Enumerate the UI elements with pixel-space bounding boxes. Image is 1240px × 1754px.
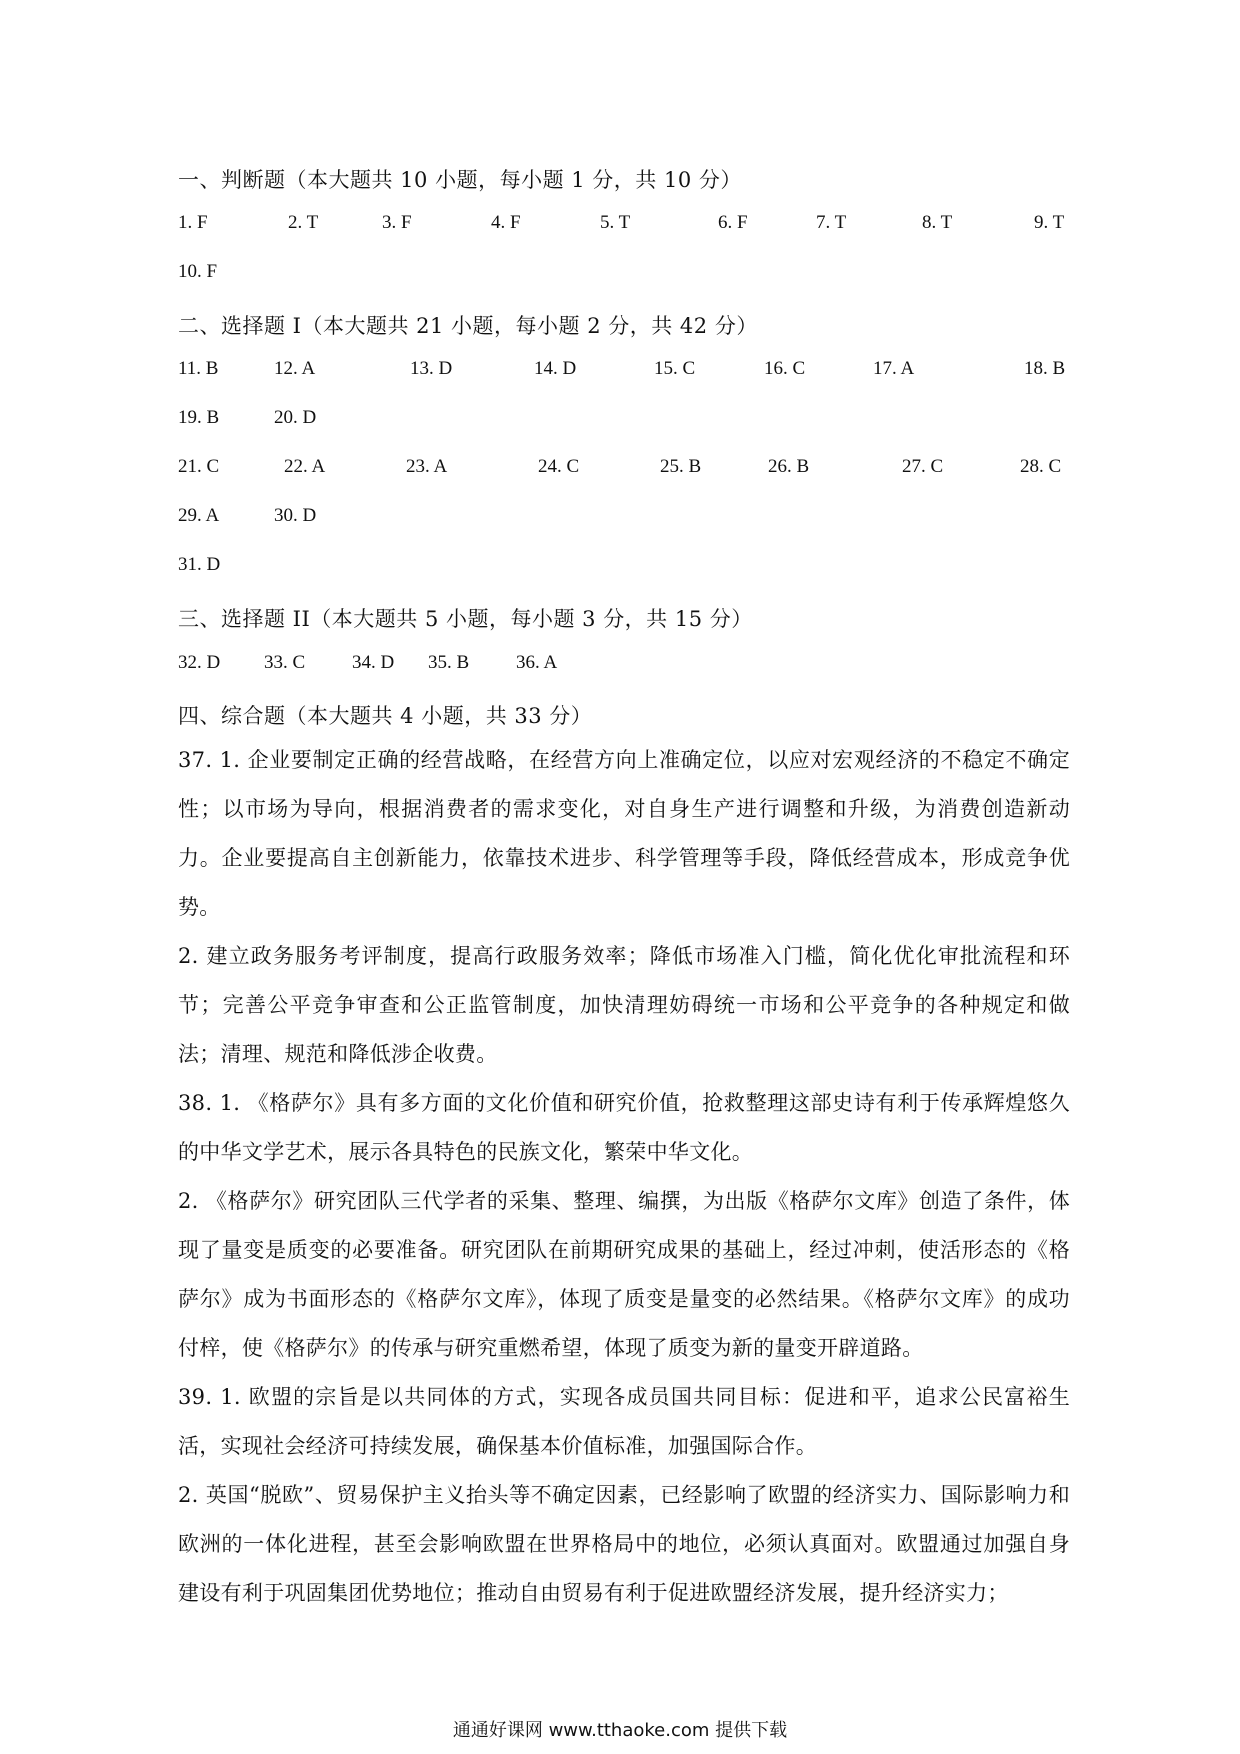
answer-4: 4. F [491,212,521,233]
answer-26: 26. B [768,456,810,477]
answer-38-part-2: 2. 《格萨尔》研究团队三代学者的采集、整理、编撰，为出版《格萨尔文库》创造了条件，体现了量变是质变的必要准备。研究团队在前期研究成果的基础上，经过冲刺，使活形态的《格萨尔》成为书面形态的《格萨尔文库》，体现了质变是量变的必然结果。《格萨尔文库》的成功付梓，使《格萨尔》的传承与研究重燃希望，体现了质变为新的量变开辟道路。 [178,1189,1070,1360]
section-4-heading: 四、综合题（本大题共 4 小题，共 33 分） [178,704,593,728]
answer-13: 13. D [410,358,453,379]
answer-7: 7. T [816,212,847,233]
answer-16: 16. C [764,358,806,379]
answer-31: 31. D [178,554,221,575]
answer-14: 14. D [534,358,577,379]
answer-35: 35. B [428,652,470,673]
section-1-heading: 一、判断题（本大题共 10 小题，每小题 1 分，共 10 分） [178,168,742,192]
answer-36: 36. A [516,652,558,673]
answer-8: 8. T [922,212,953,233]
answer-17: 17. A [873,358,915,379]
answer-3: 3. F [382,212,412,233]
section-3-heading: 三、选择题 II（本大题共 5 小题，每小题 3 分，共 15 分） [178,607,753,631]
answer-30: 30. D [274,505,317,526]
answer-23: 23. A [406,456,448,477]
answer-19: 19. B [178,407,220,428]
answer-22: 22. A [284,456,326,477]
answer-5: 5. T [600,212,631,233]
answer-9: 9. T [1034,212,1065,233]
answer-32: 32. D [178,652,221,673]
answer-27: 27. C [902,456,944,477]
answer-10: 10. F [178,261,218,282]
answer-25: 25. B [660,456,702,477]
answer-38-part-1: 38. 1. 《格萨尔》具有多方面的文化价值和研究价值，抢救整理这部史诗有利于传承辉煌悠久的中华文学艺术，展示各具特色的民族文化，繁荣中华文化。 [178,1091,1070,1164]
section-2-heading: 二、选择题 I（本大题共 21 小题，每小题 2 分，共 42 分） [178,314,758,338]
answer-15: 15. C [654,358,696,379]
answer-29: 29. A [178,505,220,526]
answer-37-part-1: 37. 1. 企业要制定正确的经营战略，在经营方向上准确定位，以应对宏观经济的不稳定不确定性；以市场为导向，根据消费者的需求变化，对自身生产进行调整和升级，为消费创造新动力。企业要提高自主创新能力，依靠技术进步、科学管理等手段，降低经营成本，形成竞争优势。 [178,748,1070,919]
page-footer: 通通好课网 www.tthaoke.com 提供下载 [452,1720,788,1741]
answer-6: 6. F [718,212,748,233]
answer-37-part-2: 2. 建立政务服务考评制度，提高行政服务效率；降低市场准入门槛，简化优化审批流程和环节；完善公平竞争审查和公正监管制度，加快清理妨碍统一市场和公平竞争的各种规定和做法；清理、规范和降低涉企收费。 [178,944,1070,1066]
answer-34: 34. D [352,652,395,673]
answer-33: 33. C [264,652,306,673]
answer-28: 28. C [1020,456,1062,477]
answer-21: 21. C [178,456,220,477]
answer-24: 24. C [538,456,580,477]
answer-1: 1. F [178,212,208,233]
answer-11: 11. B [178,358,219,379]
answer-20: 20. D [274,407,317,428]
answer-2: 2. T [288,212,319,233]
answer-39-part-2: 2. 英国“脱欧”、贸易保护主义抬头等不确定因素，已经影响了欧盟的经济实力、国际影响力和欧洲的一体化进程，甚至会影响欧盟在世界格局中的地位，必须认真面对。欧盟通过加强自身建设有利于巩固集团优势地位；推动自由贸易有利于促进欧盟经济发展，提升经济实力； [178,1483,1070,1605]
answer-12: 12. A [274,358,316,379]
answer-18: 18. B [1024,358,1066,379]
answer-39-part-1: 39. 1. 欧盟的宗旨是以共同体的方式，实现各成员国共同目标：促进和平，追求公民富裕生活，实现社会经济可持续发展，确保基本价值标准，加强国际合作。 [178,1385,1070,1458]
